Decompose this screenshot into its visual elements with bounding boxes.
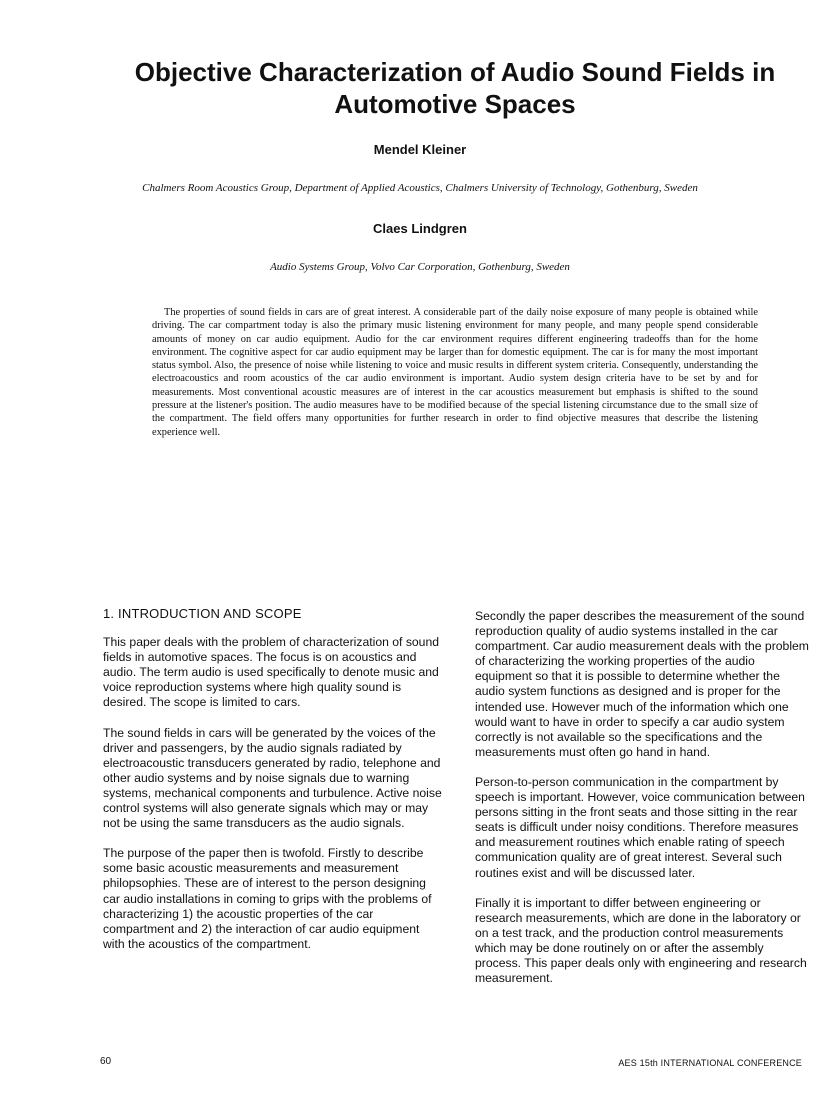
body-paragraph: Secondly the paper describes the measurement of the sound reproduction quality of audio systems installed in the car compartment. Car audio measurement deals with the problem of characterizing the working properties of the audio equipment so that it is possible to determine whether the audio system functions as designed and is proper for the intended use. However much of the information which one would want to have in order to specify a car audio system correctly is not available so the specifications and the measurements must often go hand in hand. xyxy=(475,609,809,759)
body-paragraph: This paper deals with the problem of characterization of sound fields in automotive spaces. The focus is on acoustics and audio. The term audio is used specifically to denote music and voice reproduction systems where high quality sound is desired. The scope is limited to cars. xyxy=(103,635,440,710)
author-name: Claes Lindgren xyxy=(373,221,467,236)
body-paragraph: The purpose of the paper then is twofold. Firstly to describe some basic acoustic measurements and measurement philopsophies. These are of interest to the person designing car audio installations in coming to grips with the problems of characterizing 1) the acoustic properties of the car compartment and 2) the interaction of car audio equipment with the acoustics of the compartment. xyxy=(103,846,432,951)
author-affiliation: Chalmers Room Acoustics Group, Department of Applied Acoustics, Chalmers University of Technology, Gothenburg, Sweden xyxy=(142,182,698,194)
right-column xyxy=(475,609,810,1001)
page-number: 60 xyxy=(100,1056,112,1067)
body-paragraph: Person-to-person communication in the compartment by speech is important. However, voice communication between persons sitting in the front seats and those sitting in the rear seats is difficult under noisy conditions. Therefore measures and measurement routines which enable rating of speech communication quality are of great interest. Several such routines exist and will be discussed later. xyxy=(475,774,805,880)
paper-title: Objective Characterization of Audio Sound Fields in Automotive Spaces xyxy=(134,57,776,119)
left-column xyxy=(103,606,443,967)
abstract: The properties of sound fields in cars are of great interest. A considerable part of the daily noise exposure of many people is obtained while driving. The car compartment today is also the primary music listening environment for many people, and many people spend considerable amounts of money on car audio equipment. Audio for the car environment requires different engineering tradeoffs than for the home environment. The cognitive aspect for car audio equipment may be larger than for domestic equipment. The car is for many the most important status symbol. Also, the presence of noise while listening to voice and music results in different system criteria. Consequently, understanding the electroacoustics and room acoustics of the car audio environment is important. Audio system design criteria have to be set by and for measurements. Most conventional acoustic measures are of interest in the car acoustics measurement but emphasis is shifted to the sound pressure at the listener's position. The audio measures have to be modified because of the special listening circumstance due to the small size of the compartment. The field offers many opportunities for further research in order to find objective measures that describe the listening experience well. xyxy=(152,307,758,438)
author-affiliation: Audio Systems Group, Volvo Car Corporation, Gothenburg, Sweden xyxy=(270,261,570,273)
author-name: Mendel Kleiner xyxy=(373,142,467,157)
section-heading: 1. INTRODUCTION AND SCOPE xyxy=(103,606,302,621)
conference-name: AES 15th INTERNATIONAL CONFERENCE xyxy=(618,1058,802,1068)
body-paragraph: Finally it is important to differ between engineering or research measurements, which are done in the laboratory or on a test track, and the production control measurements which may be done routinely on or after the assembly process. This paper deals only with engineering and research measurement. xyxy=(475,895,807,986)
body-paragraph: The sound fields in cars will be generated by the voices of the driver and passengers, by the audio signals radiated by electroacoustic transducers generated by radio, telephone and other audio systems and by noise signals due to warning systems, mechanical components and turbulence. Active noise control systems will also generate signals which may or may not be using the same transducers as the audio signals. xyxy=(103,725,442,831)
